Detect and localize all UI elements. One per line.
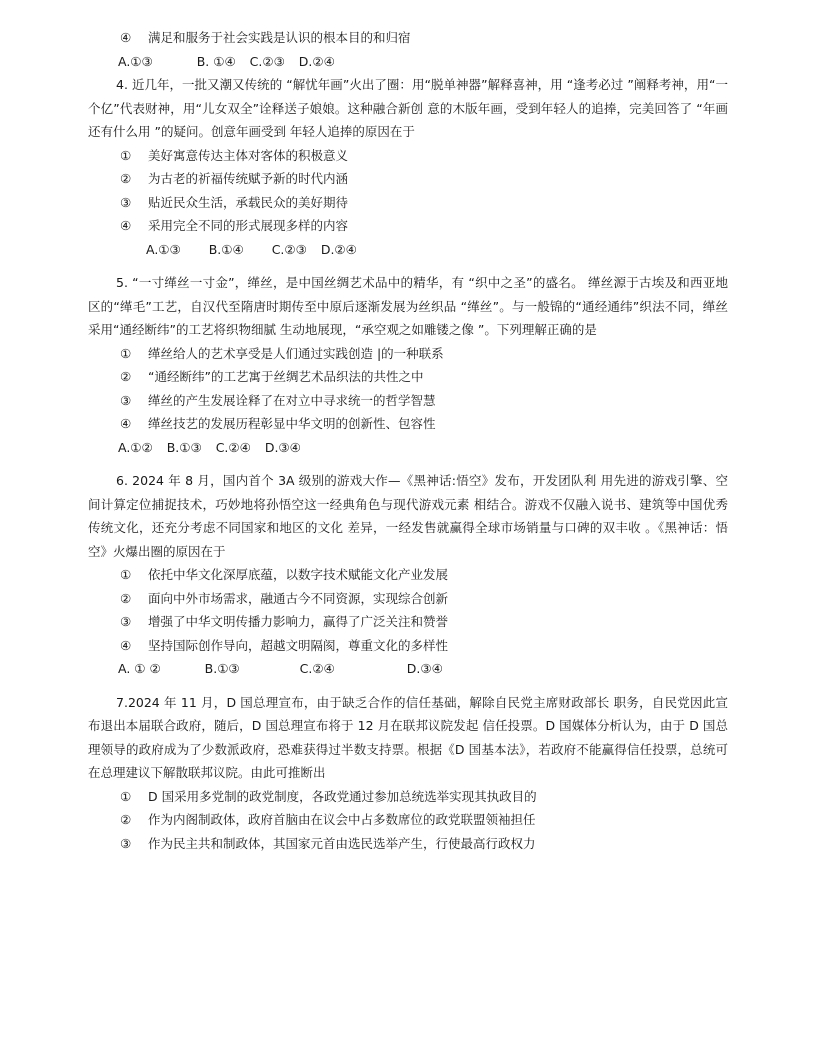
question-number: 6. <box>116 473 128 488</box>
option-line <box>88 587 728 611</box>
answer-b: B. ①④ <box>196 53 236 69</box>
option-line <box>88 144 728 168</box>
option-text: 依托中华文化深厚底蕴，以数字技术赋能文化产业发展 <box>148 567 449 582</box>
answer-c: C.②③ <box>249 53 285 69</box>
option-line <box>88 191 728 215</box>
option-number: ③ <box>120 614 132 629</box>
option-text: 缂丝的产生发展诠释了在对立中寻求统一的哲学智慧 <box>148 392 436 408</box>
option-line <box>88 412 728 436</box>
question-5-stem <box>88 271 728 342</box>
option-line <box>88 785 728 809</box>
question-number: 5. <box>116 275 128 290</box>
question-text: “一寸缂丝一寸金”，缂丝，是中国丝绸艺术品中的精华，有 “织中之圣”的盛名。 缂丝源于古埃及和西亚地区的“缂毛”工艺，自汉代至隋唐时期传至中原后逐渐发展为丝织品 “缂丝”。与一般锦的“通经通纬”织法不同，缂丝采用“通经断纬”的工艺将织物细腻 生动地展现，“承空观之如雕镂之像 ”。下列理解正确的是 <box>88 275 728 337</box>
option-number: ② <box>120 590 132 606</box>
option-text: 作为内阁制政体，政府首脑由在议会中占多数席位的政党联盟领袖担任 <box>148 812 536 827</box>
option-number: ① <box>120 345 132 361</box>
option-text: 美好寓意传达主体对客体的积极意义 <box>148 147 349 163</box>
question-number: 7. <box>116 694 128 710</box>
question-text: 2024 年 11 月，D 国总理宣布，由于缺乏合作的信任基础，解除自民党主席财政部长 职务，自民党因此宣布退出本届联合政府，随后，D 国总理宣布将于 12 月在联邦议院发起 信任投票。D 国媒体分析认为，由于 D 国总理领导的政府成为了少数派政府，恐难获得过半数支持票。根据《D 国基本法》，若政府不能赢得信任投票，总统可在总理建议下解散联邦议院。由此可推断出 <box>88 694 728 780</box>
answer-d: D.②④ <box>298 53 335 69</box>
option-text: 满足和服务于社会实践是认识的根本目的和归宿 <box>148 30 411 45</box>
option-line <box>88 167 728 191</box>
option-number: ① <box>120 147 132 163</box>
option-number: ① <box>120 788 132 804</box>
option-line <box>88 389 728 413</box>
option-text: 坚持国际创作导向，超越文明隔阂，尊重文化的多样性 <box>148 637 449 653</box>
answer-a: A.①③ <box>118 53 153 69</box>
option-line <box>88 26 728 50</box>
answer-c: C.②④ <box>215 439 251 455</box>
option-line <box>88 634 728 658</box>
answer-choices <box>88 657 728 681</box>
option-text: 增强了中华文明传播力影响力，赢得了广泛关注和赞誉 <box>148 614 449 629</box>
option-text: D 国采用多党制的政党制度，各政党通过参加总统选举实现其执政目的 <box>148 788 537 804</box>
exam-page <box>88 26 728 855</box>
option-number: ③ <box>120 194 132 210</box>
option-line <box>88 365 728 389</box>
question-6-stem <box>88 469 728 563</box>
question-7-stem <box>88 691 728 785</box>
answer-b: B.①③ <box>204 661 240 676</box>
question-text: 2024 年 8 月，国内首个 3A 级别的游戏大作—《黑神话:悟空》发布，开发团队利 用先进的游戏引擎、空间计算定位捕捉技术，巧妙地将孙悟空这一经典角色与现代游戏元素 相结合。游戏不仅融入说书、建筑等中国优秀传统文化，还充分考虑不同国家和地区的文化 差异，一经发售就赢得全球市场销量与口碑的双丰收 。《黑神话：悟空》火爆出圈的原因在于 <box>88 473 728 559</box>
option-number: ④ <box>120 416 132 431</box>
option-number: ③ <box>120 835 132 851</box>
answer-b: B.①④ <box>208 241 244 257</box>
option-number: ④ <box>120 218 132 233</box>
question-4-stem <box>88 73 728 144</box>
answer-d: D.③④ <box>406 661 443 676</box>
answer-a: A.①② <box>118 439 153 455</box>
question-text: 近几年，一批又潮又传统的 “解忧年画”火出了圈：用“脱单神器”解释喜神，用 “逢考必过 ”阐释考神，用“一个亿”代表财神，用“儿女双全”诠释送子娘娘。这种融合新创 意的木版年画，受到年轻人的追捧，完美回答了 “年画还有什么用 ”的疑问。创意年画受到 年轻人追捧的原因在于 <box>88 77 728 139</box>
option-text: 面向中外市场需求，融通古今不同资源，实现综合创新 <box>148 590 449 606</box>
option-number: ④ <box>120 30 132 45</box>
option-text: 缂丝技艺的发展历程彰显中华文明的创新性、包容性 <box>148 416 436 431</box>
option-number: ④ <box>120 637 132 653</box>
answer-choices <box>88 50 728 74</box>
option-text: 贴近民众生活，承载民众的美好期待 <box>148 194 349 210</box>
answer-c: C.②④ <box>299 661 335 676</box>
answer-d: D.③④ <box>264 439 301 455</box>
option-number: ① <box>120 567 132 582</box>
option-line <box>88 342 728 366</box>
option-text: 作为民主共和制政体，其国家元首由选民选举产生，行使最高行政权力 <box>148 835 536 851</box>
option-line <box>88 563 728 587</box>
answer-c: C.②③ <box>271 241 307 257</box>
question-number: 4. <box>116 77 128 92</box>
answer-d: D.②④ <box>320 241 357 257</box>
option-number: ③ <box>120 392 132 408</box>
answer-choices <box>88 436 728 460</box>
option-line <box>88 610 728 634</box>
option-text: 缂丝给人的艺术享受是人们通过实践创造 |的一种联系 <box>148 345 444 361</box>
option-number: ② <box>120 369 132 384</box>
option-text: 为古老的祈福传统赋予新的时代内涵 <box>148 171 349 186</box>
option-line <box>88 832 728 856</box>
answer-a: A. ① ② <box>118 661 161 676</box>
answer-choices <box>88 238 728 262</box>
answer-b: B.①③ <box>166 439 202 455</box>
option-line <box>88 808 728 832</box>
option-text: “通经断纬”的工艺寓于丝绸艺术品织法的共性之中 <box>148 369 424 384</box>
answer-a: A.①③ <box>146 241 181 257</box>
option-text: 采用完全不同的形式展现多样的内容 <box>148 218 349 233</box>
option-number: ② <box>120 812 132 827</box>
option-number: ② <box>120 171 132 186</box>
option-line <box>88 214 728 238</box>
